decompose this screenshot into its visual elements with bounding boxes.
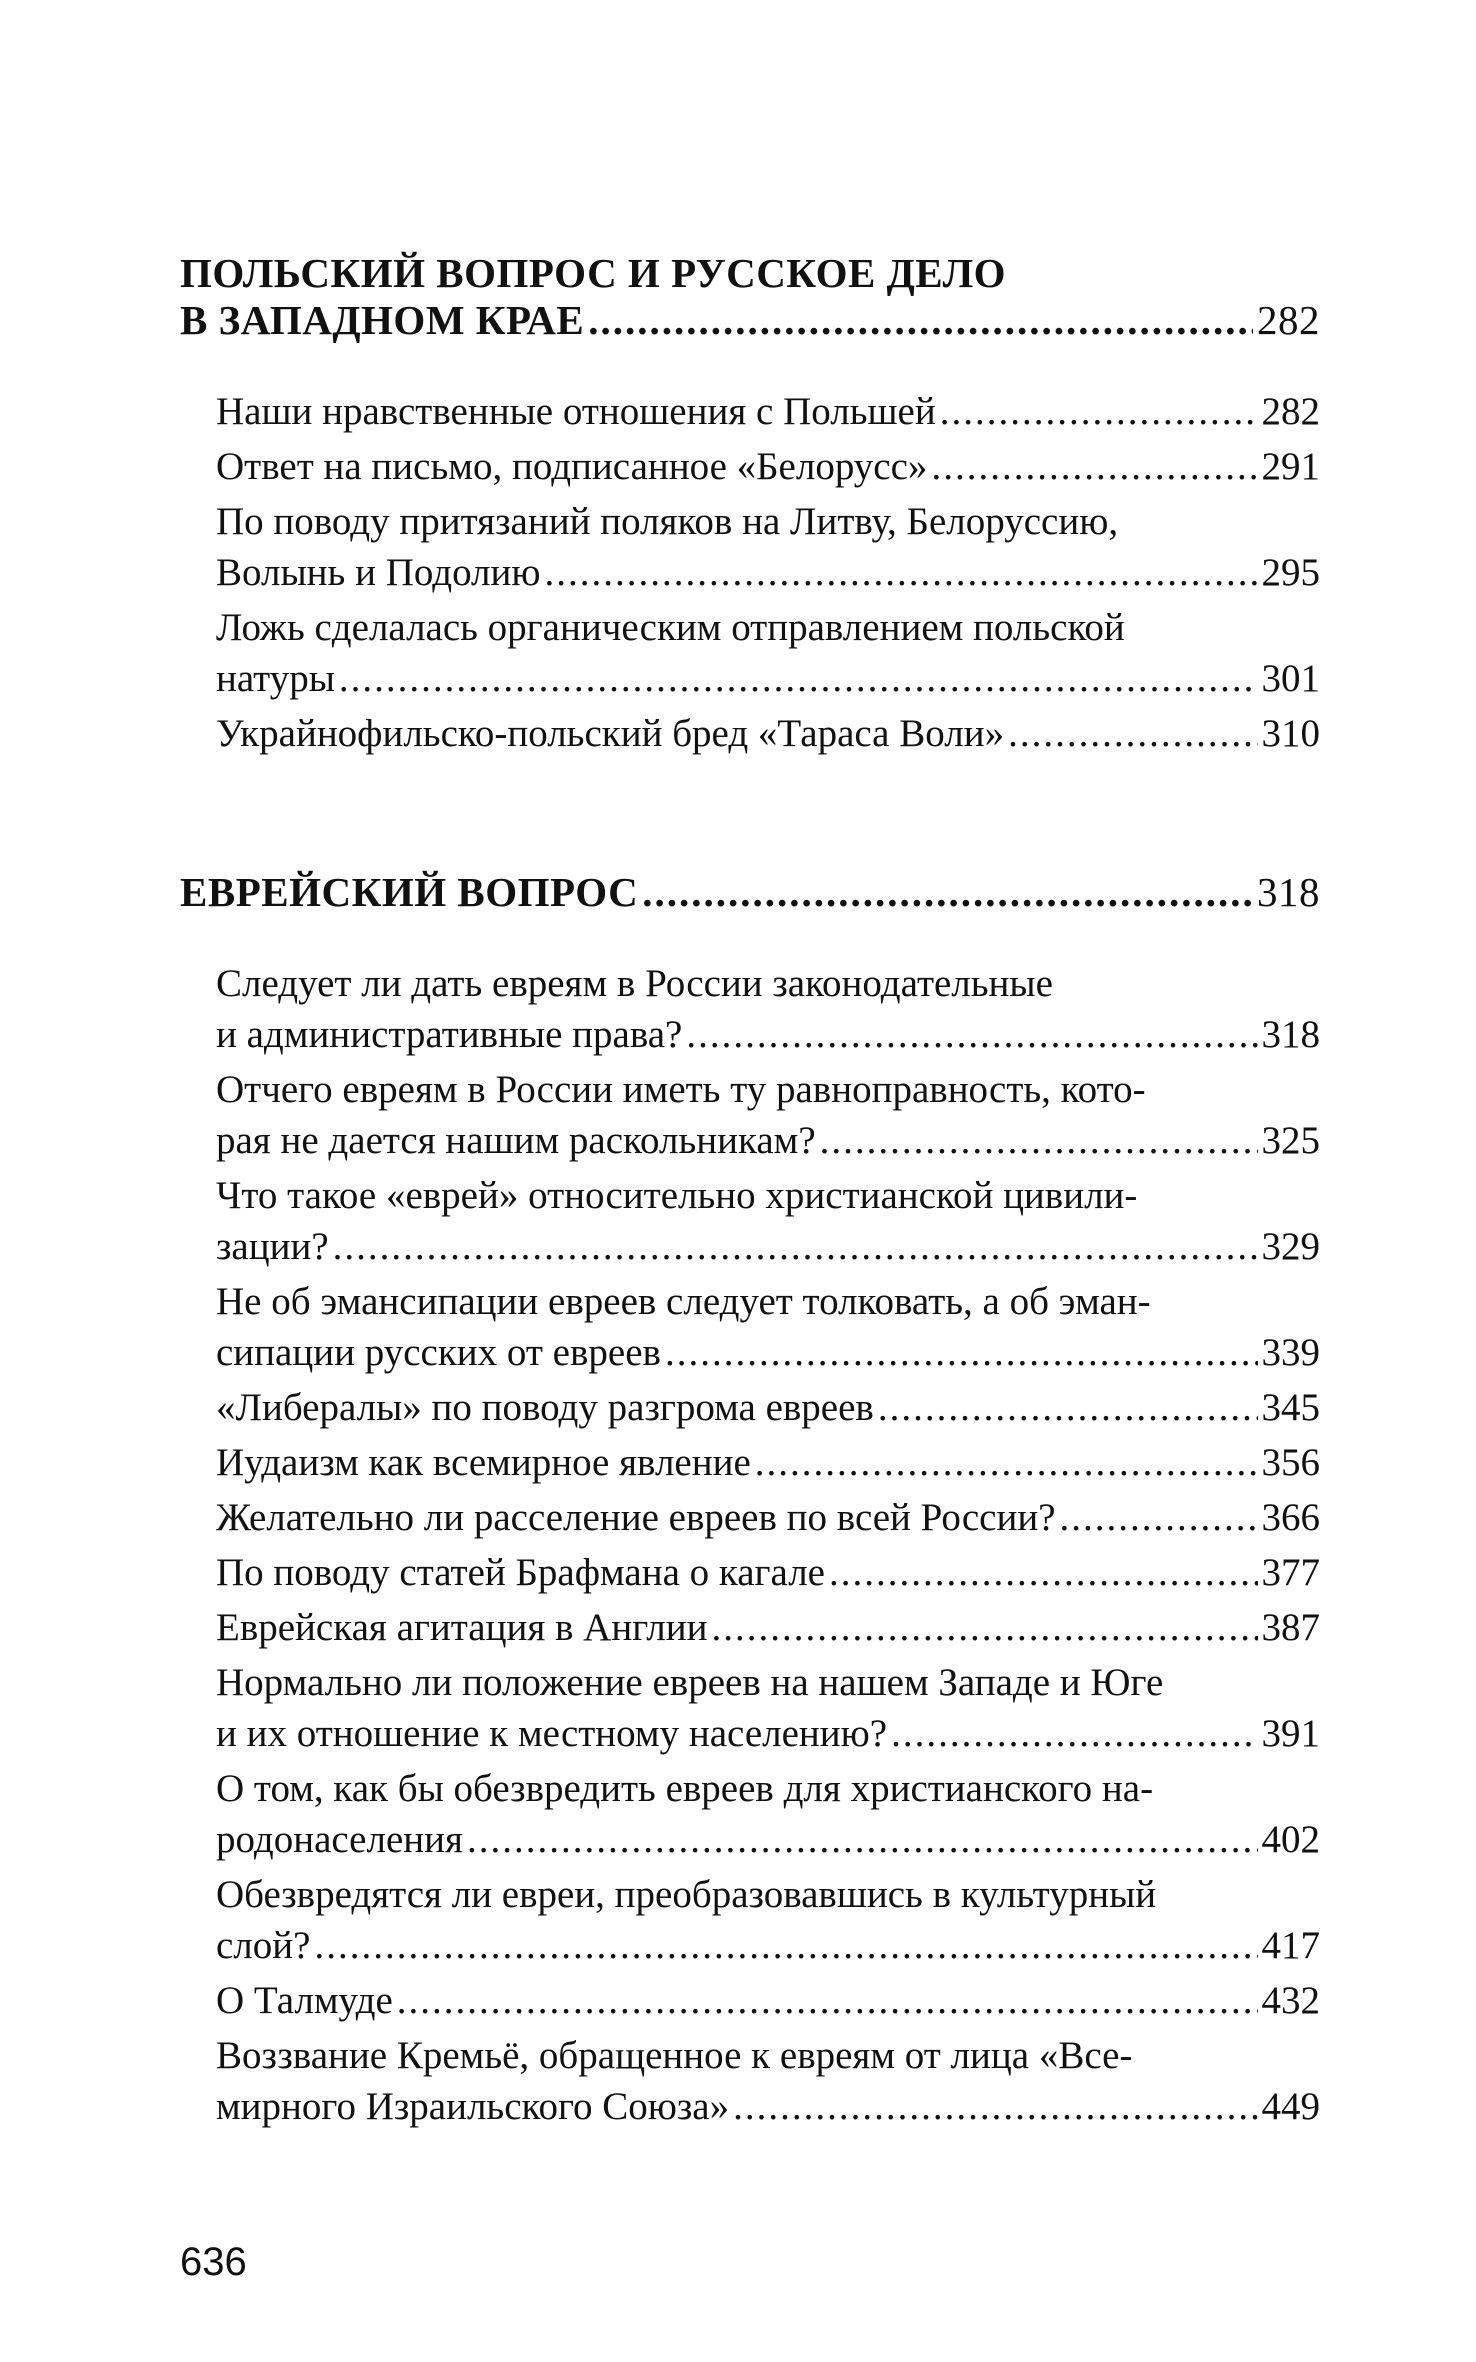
toc-entry: [216, 2030, 1320, 2132]
section-title: [180, 869, 1320, 916]
toc-line-with-page: [216, 1382, 1320, 1433]
toc-text: Еврейская агитация в Англии: [216, 1606, 708, 1649]
toc-page-number: 325: [1261, 1119, 1320, 1162]
toc-entry: [216, 1382, 1320, 1433]
toc-entry: [216, 1975, 1320, 2026]
toc-entry-line: По поводу притязаний поляков на Литву, Белоруссию,: [216, 500, 1119, 543]
toc-text: Наши нравственные отношения с Польшей: [216, 390, 936, 433]
toc-entry: [216, 1064, 1320, 1166]
toc-entry: [216, 602, 1320, 704]
dot-leader: [467, 1814, 1258, 1865]
toc-entry: [216, 1492, 1320, 1543]
dot-leader: [1060, 1492, 1258, 1543]
toc-entry: [216, 441, 1320, 492]
table-of-contents: [180, 250, 1320, 2136]
toc-entry: [216, 386, 1320, 437]
toc-line-with-page: [216, 386, 1320, 437]
toc-page-number: 282: [1257, 297, 1320, 343]
toc-text: Украйнофильско-польский бред «Тараса Воли»: [216, 712, 1005, 755]
dot-leader: [397, 1975, 1258, 2026]
dot-leader: [891, 1708, 1257, 1759]
toc-text: Волынь и Подолию: [216, 551, 541, 594]
toc-line-with-page: [216, 441, 1320, 492]
toc-section: [180, 250, 1320, 759]
toc-line-with-page: [216, 708, 1320, 759]
toc-line-with-page: [216, 1115, 1320, 1166]
toc-page-number: 318: [1261, 1013, 1320, 1056]
dot-leader: [1008, 708, 1257, 759]
toc-line-with-page: [216, 547, 1320, 598]
toc-text: Желательно ли расселение евреев по всей России?: [216, 1496, 1056, 1539]
toc-line-with-page: [180, 869, 1320, 916]
toc-entry: [216, 708, 1320, 759]
toc-page-number: 301: [1261, 657, 1320, 700]
dot-leader: [314, 1920, 1257, 1971]
toc-entry: [216, 1547, 1320, 1598]
dot-leader: [588, 297, 1253, 344]
dot-leader: [931, 441, 1257, 492]
toc-entry-line: Обезвредятся ли евреи, преобразовавшись в культурный: [216, 1873, 1157, 1916]
toc-page-number: 391: [1261, 1712, 1320, 1755]
toc-line-with-page: [216, 1437, 1320, 1488]
toc-text: ЕВРЕЙСКИЙ ВОПРОС: [180, 869, 639, 915]
toc-line-with-page: [216, 1492, 1320, 1543]
toc-page-number: 377: [1261, 1551, 1320, 1594]
toc-entry: [216, 1657, 1320, 1759]
toc-text: слой?: [216, 1924, 311, 1967]
toc-text: и административные права?: [216, 1013, 683, 1056]
section-title: [180, 250, 1320, 344]
toc-page-number: 387: [1261, 1606, 1320, 1649]
toc-page-number: 291: [1261, 445, 1320, 488]
toc-line-with-page: [216, 1327, 1320, 1378]
toc-text: сипации русских от евреев: [216, 1331, 661, 1374]
toc-page-number: 282: [1261, 390, 1320, 433]
dot-leader: [545, 547, 1258, 598]
toc-entry: [216, 1763, 1320, 1865]
toc-page-number: 329: [1261, 1225, 1320, 1268]
dot-leader: [665, 1327, 1258, 1378]
toc-line-with-page: [216, 1814, 1320, 1865]
toc-page-number: 356: [1261, 1441, 1320, 1484]
toc-entry-line: Нормально ли положение евреев на нашем Западе и Юге: [216, 1661, 1164, 1704]
toc-entry-line: Отчего евреям в России иметь ту равноправность, кото-: [216, 1068, 1146, 1111]
toc-entries: [180, 958, 1320, 2132]
toc-page-number: 366: [1261, 1496, 1320, 1539]
toc-text: В ЗАПАДНОМ КРАЕ: [180, 297, 585, 343]
toc-page-number: 310: [1261, 712, 1320, 755]
toc-page-number: 295: [1261, 551, 1320, 594]
toc-text: Ответ на письмо, подписанное «Белорусс»: [216, 445, 928, 488]
toc-entry-line: Не об эмансипации евреев следует толковать, а об эман-: [216, 1280, 1151, 1323]
toc-page-number: 402: [1261, 1818, 1320, 1861]
toc-line-with-page: [216, 1221, 1320, 1272]
toc-line-with-page: [216, 1009, 1320, 1060]
toc-text: О Талмуде: [216, 1979, 393, 2022]
toc-text: зации?: [216, 1225, 329, 1268]
toc-text: мирного Израильского Союза»: [216, 2085, 730, 2128]
dot-leader: [711, 1602, 1257, 1653]
toc-text: и их отношение к местному населению?: [216, 1712, 888, 1755]
dot-leader: [333, 1221, 1258, 1272]
dot-leader: [940, 386, 1258, 437]
toc-line-with-page: [216, 1975, 1320, 2026]
toc-text: Иудаизм как всемирное явление: [216, 1441, 751, 1484]
toc-page-number: 339: [1261, 1331, 1320, 1374]
page-number: 636: [180, 2240, 247, 2284]
section-title-line: ПОЛЬСКИЙ ВОПРОС И РУССКОЕ ДЕЛО: [180, 250, 1007, 296]
toc-entry: [216, 1869, 1320, 1971]
toc-entry: [216, 958, 1320, 1060]
dot-leader: [820, 1115, 1258, 1166]
toc-entries: [180, 386, 1320, 759]
dot-leader: [829, 1547, 1258, 1598]
toc-entry-line: О том, как бы обезвредить евреев для христианского на-: [216, 1767, 1154, 1810]
dot-leader: [733, 2081, 1257, 2132]
toc-line-with-page: [216, 1547, 1320, 1598]
toc-section: [180, 869, 1320, 2132]
toc-text: натуры: [216, 657, 335, 700]
toc-line-with-page: [180, 297, 1320, 344]
toc-entry: [216, 1437, 1320, 1488]
dot-leader: [339, 653, 1258, 704]
toc-text: По поводу статей Брафмана о кагале: [216, 1551, 825, 1594]
dot-leader: [755, 1437, 1258, 1488]
toc-line-with-page: [216, 653, 1320, 704]
toc-page-number: 432: [1261, 1979, 1320, 2022]
toc-line-with-page: [216, 1708, 1320, 1759]
toc-page-number: 318: [1257, 869, 1320, 915]
dot-leader: [686, 1009, 1257, 1060]
dot-leader: [642, 869, 1253, 916]
toc-line-with-page: [216, 2081, 1320, 2132]
toc-line-with-page: [216, 1920, 1320, 1971]
toc-entry-line: Воззвание Кремьё, обращенное к евреям от лица «Все-: [216, 2034, 1133, 2077]
toc-entry: [216, 496, 1320, 598]
toc-page-number: 345: [1261, 1386, 1320, 1429]
toc-text: родонаселения: [216, 1818, 463, 1861]
toc-line-with-page: [216, 1602, 1320, 1653]
dot-leader: [878, 1382, 1258, 1433]
toc-page-number: 417: [1261, 1924, 1320, 1967]
toc-page-number: 449: [1261, 2085, 1320, 2128]
toc-entry: [216, 1276, 1320, 1378]
toc-entry-line: Следует ли дать евреям в России законодательные: [216, 962, 1053, 1005]
toc-entry-line: Ложь сделалась органическим отправлением польской: [216, 606, 1125, 649]
toc-entry-line: Что такое «еврей» относительно христианской цивили-: [216, 1174, 1138, 1217]
toc-entry: [216, 1602, 1320, 1653]
toc-text: рая не дается нашим раскольникам?: [216, 1119, 816, 1162]
toc-text: «Либералы» по поводу разгрома евреев: [216, 1386, 874, 1429]
toc-entry: [216, 1170, 1320, 1272]
